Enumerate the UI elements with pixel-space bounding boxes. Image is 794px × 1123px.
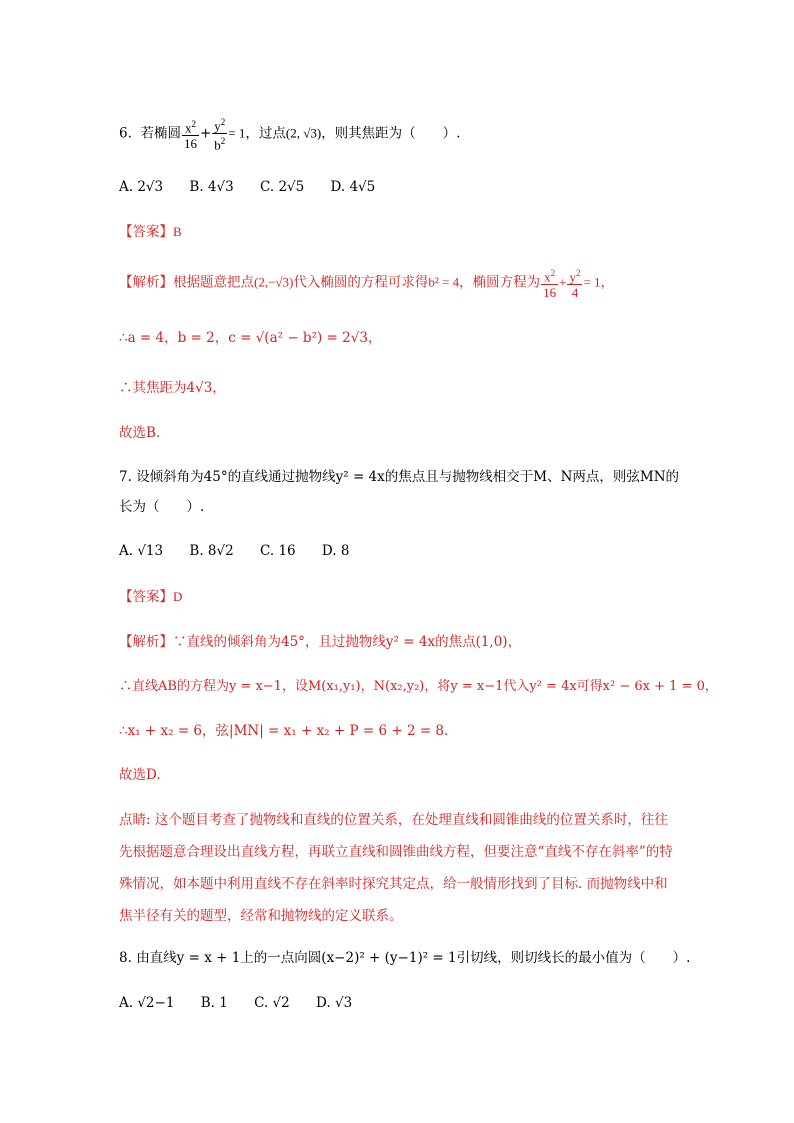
option-a: A. √13 <box>119 543 164 559</box>
answer-7 <box>119 586 684 608</box>
question-text: ，过点 <box>245 125 286 142</box>
option-b: B. 8√2 <box>189 543 234 559</box>
option-c: C. 16 <box>260 543 296 559</box>
fraction-y: $\frac{y^2}{b^2}$ <box>214 117 226 153</box>
option-d: D. 8 <box>321 543 350 559</box>
analysis-6-line-2: ∴a = 4，b = 2，c = √(a² − b²) = 2√3， <box>119 330 382 346</box>
analysis-6-line-3: ∴其焦距为4√3， <box>119 380 226 396</box>
option-a: A. √2−1 <box>119 995 175 1011</box>
analysis-7-line-1 <box>119 631 684 653</box>
question-text: 若椭圆 <box>140 125 181 142</box>
fraction-x: $\frac{x^2}{16}$ <box>183 118 197 151</box>
question-7-stem-line-2: 长为（ ）. <box>119 499 205 515</box>
option-a: A. 2√3 <box>119 179 164 195</box>
question-6-stem: 6. 若椭圆 $\frac{x^2}{16}$ + $\frac{y^2}{b^2}$ = 1，过点(2, √3)，则其焦距为（ ）. <box>119 117 461 153</box>
answer-value: D <box>173 589 183 604</box>
question-text: 设倾斜角为45°的直线通过抛物线y² = 4x的焦点且与抛物线相交于M、N两点，则弦MN的 <box>136 469 680 485</box>
equation: b² = 4 <box>428 274 460 290</box>
option-d: D. √3 <box>316 995 353 1011</box>
answer-6 <box>119 221 684 243</box>
question-number: 8. <box>119 950 132 966</box>
point: (2, √3) <box>285 125 322 141</box>
question-8-stem <box>119 947 691 969</box>
question-7-stem-line-1 <box>119 466 684 488</box>
question-7-options <box>119 540 684 562</box>
analysis-text: ，椭圆方程为 <box>459 274 541 291</box>
answer-label: 【答案】 <box>119 589 173 605</box>
option-c: C. 2√5 <box>260 179 305 195</box>
option-c: C. √2 <box>254 995 290 1011</box>
analysis-6-line-1: 【解析】根据题意把点(2,−√3)代入椭圆的方程可求得b² = 4，椭圆方程为 $\frac{x^2}{16}$ + $\frac{y^2}{4}$ = 1， <box>119 268 615 301</box>
question-text: ，则其焦距为（ ）. <box>321 125 461 142</box>
analysis-7-line-2: ∴直线AB的方程为y = x−1，设M(x₁,y₁)，N(x₂,y₂)，将y = x−1代入y² = 4x可得x² − 6x + 1 = 0， <box>119 679 718 694</box>
option-b: B. 4√3 <box>189 179 234 195</box>
question-number: 7. <box>119 469 132 485</box>
option-b: B. 1 <box>200 995 228 1011</box>
analysis-text: 根据题意把点 <box>173 274 254 291</box>
analysis-7-choose: 故选D. <box>119 767 161 783</box>
fraction-x: $\frac{x^2}{16}$ <box>543 268 557 301</box>
question-text: 由直线y = x + 1上的一点向圆(x−2)² + (y−1)² = 1引切线，则切线长的最小值为（ ）. <box>136 950 691 966</box>
option-d: D. 4√5 <box>330 179 376 195</box>
solution-note: 点睛: 这个题目考查了抛物线和直线的位置关系，在处理直线和圆锥曲线的位置关系时，往往先根据题意合理设出直线方程，再联立直线和圆锥曲线方程，但要注意“直线不存在斜率”的特殊情况，如本题中利用直线不存在斜率时探究其定点，给一般情形找到了目标. 而抛物线中和焦半径有关的题型，经常和抛物线的定义联系。 <box>119 812 673 924</box>
analysis-label: 【解析】 <box>119 274 173 291</box>
answer-value: B <box>173 224 182 239</box>
point: (2,−√3) <box>254 274 294 290</box>
equation-rhs: = 1 <box>228 125 246 141</box>
analysis-6-choose: 故选B. <box>119 425 161 441</box>
question-8-options <box>119 992 684 1014</box>
analysis-text: ∵直线的倾斜角为45°，且过抛物线y² = 4x的焦点(1,0)， <box>173 634 522 650</box>
question-number: 6. <box>119 125 132 142</box>
question-6-options <box>119 176 684 198</box>
answer-label: 【答案】 <box>119 224 173 240</box>
analysis-7-line-3: ∴x₁ + x₂ = 6，弦|MN| = x₁ + x₂ + P = 6 + 2 = 8. <box>119 723 449 739</box>
fraction-y: $\frac{y^2}{4}$ <box>569 268 581 301</box>
analysis-text: 代入椭圆的方程可求得 <box>293 274 429 291</box>
analysis-label: 【解析】 <box>119 634 173 650</box>
analysis-text: ， <box>600 274 615 291</box>
